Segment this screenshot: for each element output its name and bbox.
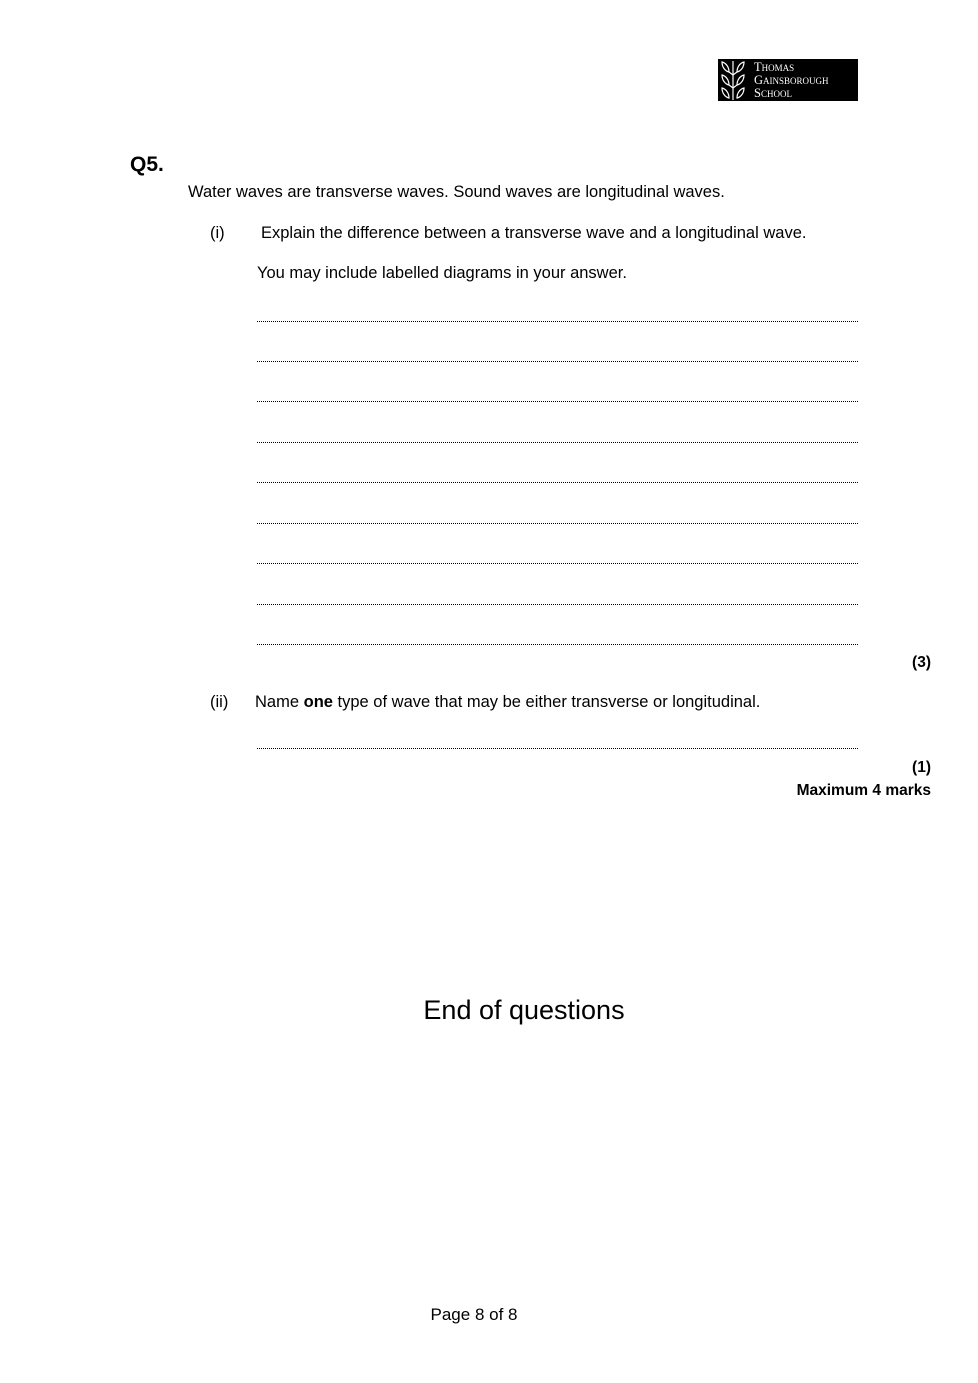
answer-line[interactable] <box>257 523 858 524</box>
part-ii-marks: (1) <box>912 759 931 776</box>
answer-line[interactable] <box>257 442 858 443</box>
leaf-emblem-icon <box>718 59 754 101</box>
logo-wordmark <box>754 61 829 100</box>
answer-line[interactable] <box>257 604 858 605</box>
page-number: Page 8 of 8 <box>430 1305 518 1324</box>
logo-line-3: School <box>754 85 792 100</box>
answer-line[interactable] <box>257 401 858 402</box>
answer-line[interactable] <box>257 321 858 322</box>
school-logo <box>718 59 858 101</box>
answer-line[interactable] <box>257 748 858 749</box>
part-ii-prompt-end: type of wave that may be either transverse or longitudinal. <box>332 693 761 711</box>
end-of-questions-heading: End of questions <box>423 995 625 1025</box>
part-i-label: (i) <box>210 224 225 242</box>
part-ii-label: (ii) <box>210 693 229 711</box>
part-ii-prompt-start: Name <box>255 693 304 711</box>
question-stem: Water waves are transverse waves. Sound waves are longitudinal waves. <box>188 183 725 201</box>
part-i-hint: You may include labelled diagrams in your answer. <box>257 264 627 282</box>
part-i-prompt: Explain the difference between a transverse wave and a longitudinal wave. <box>261 224 807 242</box>
logo-line-1: Thomas <box>754 59 795 74</box>
total-marks: Maximum 4 marks <box>796 782 931 799</box>
answer-line[interactable] <box>257 644 858 645</box>
answer-line[interactable] <box>257 563 858 564</box>
answer-line[interactable] <box>257 361 858 362</box>
part-i-marks: (3) <box>912 654 931 671</box>
part-ii-prompt-emphasis: one <box>303 693 333 711</box>
logo-line-2: Gainsborough <box>754 72 829 87</box>
part-ii-prompt <box>255 693 760 712</box>
answer-line[interactable] <box>257 482 858 483</box>
question-number: Q5. <box>130 153 164 176</box>
